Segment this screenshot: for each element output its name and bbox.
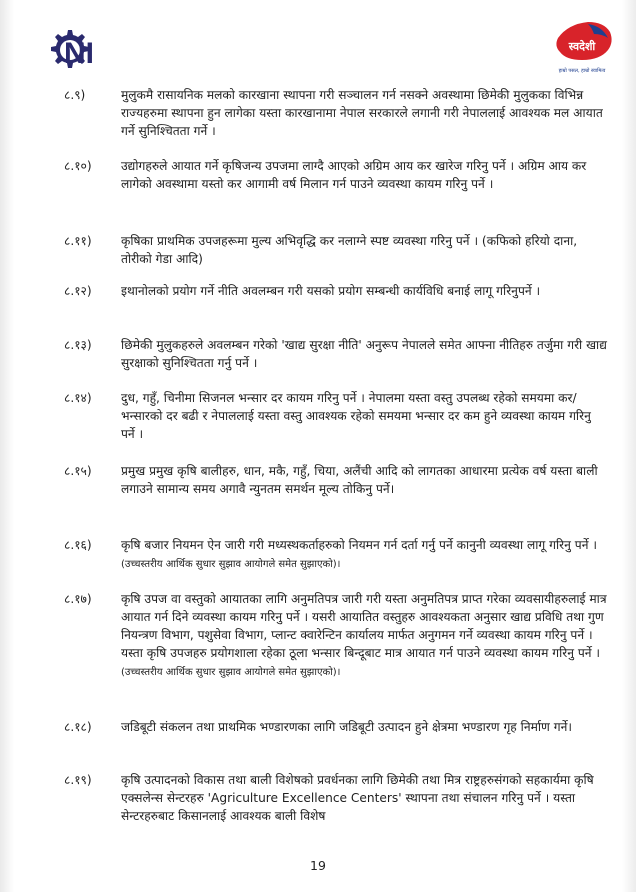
item-number: ८.९) (64, 88, 86, 102)
item-text (121, 86, 607, 140)
item-number: ८.१६) (64, 538, 92, 552)
item-text (121, 282, 607, 300)
item-number: ८.१५) (64, 464, 92, 478)
page-number: 19 (310, 858, 326, 873)
item-text (121, 590, 607, 682)
item-note: (उच्चस्तरीय आर्थिक सुधार सुझाव आयोगले समेत सुझाएको)। (121, 667, 341, 678)
item-number: ८.१३) (64, 338, 92, 352)
item-text (121, 157, 607, 193)
item-number: ८.११) (64, 234, 92, 248)
item-number: ८.१२) (64, 284, 92, 298)
right-logo-tagline: हाम्रो पसल, हाम्रो स्वामित्व (558, 68, 606, 74)
item-body: कृषि बजार नियमन ऐन जारी गरी मध्यस्थकर्ताहरुको नियमन गर्न दर्ता गर्नु पर्ने कानुनी व्यवस्था लागू गरिनु पर्ने । (121, 538, 597, 552)
swadeshi-logo (548, 18, 616, 80)
item-body: कृषिका प्राथमिक उपजहरूमा मुल्य अभिवृद्धि कर नलाग्ने स्पष्ट व्यवस्था गरिनु पर्ने । (कफिको हरियो दाना, तोरीको गेडा आदि) (121, 234, 578, 266)
item-text (121, 718, 607, 736)
item-number: ८.१९) (64, 773, 92, 787)
item-body: प्रमुख प्रमुख कृषि बालीहरु, धान, मकै, गहुँ, चिया, अलैंची आदि को लागतका आधारमा प्रत्येक वर्ष यस्ता बाली लगाउने सामान्य समय अगावै न्युनतम समर्थन मूल्य तोकिनु पर्ने। (121, 464, 598, 496)
item-body: कृषि उपज वा वस्तुको आयातका लागि अनुमतिपत्र जारी गरी यस्ता अनुमतिपत्र प्राप्त गरेका व्यवसायीहरुलाई मात्र आयात गर्न दिने व्यवस्था कायम गरिनु पर्ने । यसरी आयातित वस्तुहरु आवश्यकता अनुसार खाद्य प्रविधि तथा गुण नियन्त्रण विभाग, पशुसेवा विभाग, प्लान्ट क्वारेन्टिन कार्यालय मार्फत अनुगमन गर्ने व्यवस्था कायम गरिनु पर्ने । यस्ता कृषि उपजहरु प्रयोगशाला रहेका ठूला भन्सार बिन्दूबाट मात्र आयात गर्न पाउने व्यवस्था कायम गरिनु पर्ने । (121, 592, 607, 660)
item-body: मुलुकमै रासायनिक मलको कारखाना स्थापना गरी सञ्चालन गर्न नसक्ने अवस्थामा छिमेकी मुलुकका विभिन्न राज्यहरुमा स्थापना हुन लागेका यस्ता कारखानामा नेपाल सरकारले लगानी गरी नेपाललाई आवश्यक मल आयात गर्ने सुनिश्चितता गर्ने । (121, 88, 603, 138)
item-body: इथानोलको प्रयोग गर्ने नीति अवलम्बन गरी यसको प्रयोग सम्बन्धी कार्यविधि बनाई लागू गरिनुपर्ने । (121, 284, 541, 298)
item-text (121, 462, 607, 498)
left-logo-text: NI (64, 37, 94, 70)
item-number: ८.१८) (64, 720, 92, 734)
fncci-gear-logo (42, 26, 112, 78)
item-body: उद्योगहरुले आयात गर्ने कृषिजन्य उपजमा लाग्दै आएको अग्रिम आय कर खारेज गरिनु पर्ने । अग्रिम आय कर लागेको अवस्थामा यस्तो कर आगामी वर्ष मिलान गर्न पाउने व्यवस्था कायम गरिनु पर्ने । (121, 159, 587, 191)
item-text (121, 336, 607, 372)
right-logo-text: स्वदेशी (568, 40, 596, 53)
item-note: (उच्चस्तरीय आर्थिक सुधार सुझाव आयोगले समेत सुझाएको)। (121, 559, 341, 570)
item-number: ८.१७) (64, 592, 92, 606)
item-text (121, 536, 607, 574)
item-text (121, 232, 607, 268)
item-number: ८.१४) (64, 391, 92, 405)
item-body: छिमेकी मुलुकहरुले अवलम्बन गरेको 'खाद्य सुरक्षा नीति' अनुरूप नेपालले समेत आफ्ना नीतिहरु तर्जुमा गरी खाद्य सुरक्षाको सुनिश्चितता गर्नु पर्ने । (121, 338, 607, 370)
item-text (121, 771, 607, 825)
item-body: जडिबूटी संकलन तथा प्राथमिक भण्डारणका लागि जडिबूटी उत्पादन हुने क्षेत्रमा भण्डारण गृह निर्माण गर्ने। (121, 720, 572, 734)
item-body: दुध, गहुँ, चिनीमा सिजनल भन्सार दर कायम गरिनु पर्ने । नेपालमा यस्ता वस्तु उपलब्ध रहेको समयमा कर/ भन्सारको दर बढी र नेपाललाई यस्ता वस्तु आवश्यक रहेको समयमा भन्सार दर कम हुने व्यवस्था कायम गरिनु पर्ने । (121, 391, 591, 441)
item-text (121, 389, 607, 443)
item-body: कृषि उत्पादनको विकास तथा बाली विशेषको प्रवर्धनका लागि छिमेकी तथा मित्र राष्ट्रहरुसंगको सहकार्यमा कृषि एक्सलेन्स सेन्टरहरु 'Agriculture Excellence Centers' स्थापना तथा संचालन गरिनु पर्ने । यस्ता सेन्टरहरुबाट किसानलाई आवश्यक बाली विशेष (121, 773, 594, 823)
item-number: ८.१०) (64, 159, 92, 173)
